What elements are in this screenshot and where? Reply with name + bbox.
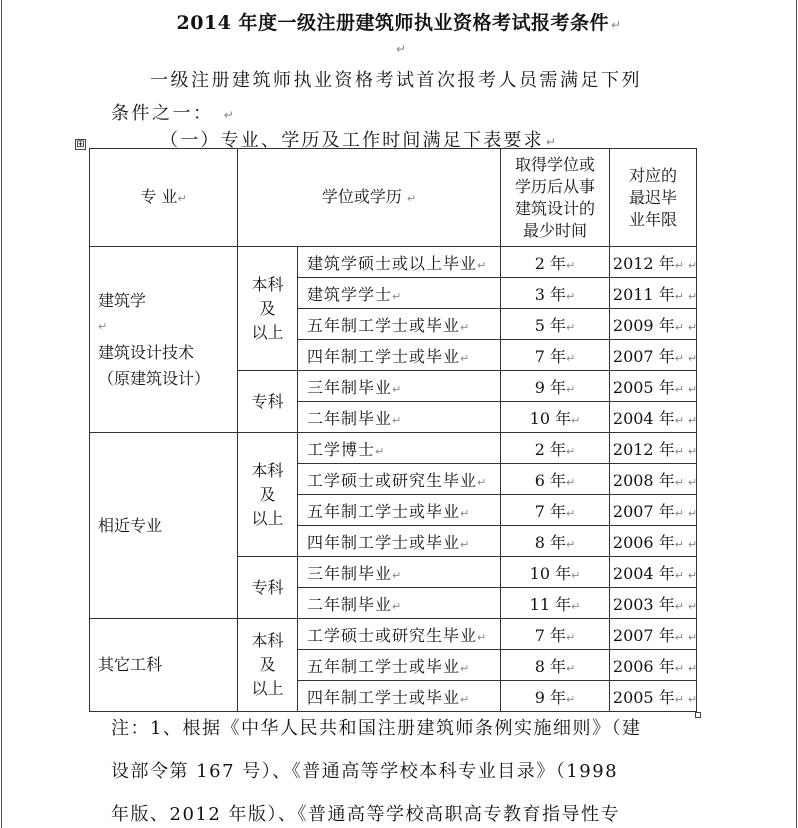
cell-end-mark: ↵ (477, 630, 488, 644)
cell-end-mark: ↵ (406, 191, 417, 205)
cell-end-mark: ↵ (674, 475, 684, 489)
latest-grad-year-text: 2006 年 (612, 656, 675, 676)
education-level-cell[interactable] (238, 247, 298, 371)
row-end-mark: ↵ (687, 382, 698, 396)
education-level-line: 本科 (251, 631, 284, 650)
row-end-mark: ↵ (687, 258, 698, 272)
min-years-cell[interactable] (501, 309, 610, 340)
latest-grad-year-cell[interactable] (610, 619, 697, 650)
latest-grad-year-cell[interactable] (610, 650, 697, 681)
cell-end-mark: ↵ (477, 475, 488, 489)
degree-text: 工学硕士或研究生毕业 (307, 470, 478, 490)
major-cell[interactable] (90, 619, 238, 712)
major-cell[interactable] (90, 247, 238, 433)
cell-end-mark: ↵ (674, 506, 684, 520)
min-years-cell[interactable] (501, 681, 610, 712)
education-level-cell[interactable] (238, 433, 298, 557)
min-years-text: 2 年 (534, 439, 567, 459)
min-years-text: 2 年 (534, 253, 567, 273)
degree-cell[interactable] (298, 557, 501, 588)
intro-paragraph-line-1[interactable]: 一级注册建筑师执业资格考试首次报考人员需满足下列 (150, 70, 642, 91)
row-end-mark: ↵ (687, 506, 698, 520)
degree-text: 四年制工学士或毕业 (307, 532, 461, 552)
row-end-mark: ↵ (687, 630, 698, 644)
cell-end-mark: ↵ (674, 661, 684, 675)
degree-cell[interactable] (298, 247, 501, 278)
latest-grad-year-cell[interactable] (610, 371, 697, 402)
paragraph-mark: ↵ (610, 18, 622, 32)
education-level-line: 以上 (251, 322, 284, 342)
row-end-mark: ↵ (687, 692, 698, 706)
cell-end-mark: ↵ (392, 599, 403, 613)
cell-end-mark: ↵ (674, 599, 684, 613)
cell-end-mark: ↵ (460, 506, 471, 520)
min-years-text: 9 年 (534, 377, 567, 397)
latest-grad-year-text: 2007 年 (612, 346, 675, 366)
cell-end-mark: ↵ (477, 258, 488, 272)
cell-end-mark: ↵ (566, 444, 576, 458)
table-move-handle-icon[interactable]: ⊞ (76, 139, 85, 150)
latest-grad-year-text: 2003 年 (612, 594, 675, 614)
degree-cell[interactable] (298, 588, 501, 619)
row-end-mark: ↵ (687, 444, 698, 458)
latest-grad-year-text: 2012 年 (612, 253, 675, 273)
major-line: 建筑学 (98, 290, 147, 310)
min-years-cell[interactable] (501, 526, 610, 557)
cell-end-mark: ↵ (566, 692, 576, 706)
major-cell[interactable] (90, 433, 238, 619)
latest-grad-year-cell[interactable] (610, 588, 697, 619)
min-years-cell[interactable] (501, 464, 610, 495)
education-level-cell[interactable] (238, 371, 298, 433)
min-years-cell[interactable] (501, 495, 610, 526)
latest-grad-year-cell[interactable] (610, 309, 697, 340)
cell-end-mark: ↵ (674, 630, 684, 644)
cell-end-mark: ↵ (674, 692, 684, 706)
cell-end-mark: ↵ (460, 320, 471, 334)
min-years-cell[interactable] (501, 247, 610, 278)
cell-end-mark: ↵ (392, 568, 403, 582)
cell-end-mark: ↵ (674, 320, 684, 334)
latest-grad-year-cell[interactable] (610, 557, 697, 588)
major-line: 其它工科 (98, 655, 163, 674)
cell-end-mark: ↵ (674, 382, 684, 396)
degree-cell[interactable] (298, 619, 501, 650)
min-years-text: 5 年 (534, 315, 567, 335)
education-level-line: 及 (259, 298, 276, 318)
document-title[interactable] (0, 8, 798, 35)
header-degree-text: 学位或学历 (321, 186, 402, 206)
latest-grad-year-text: 2011 年 (612, 284, 675, 304)
cell-end-mark: ↵ (460, 661, 471, 675)
degree-cell[interactable] (298, 402, 501, 433)
row-end-mark: ↵ (687, 351, 698, 365)
table-header-row (90, 149, 697, 247)
min-years-cell[interactable] (501, 588, 610, 619)
degree-text: 五年制工学士或毕业 (307, 315, 461, 335)
min-years-cell[interactable] (501, 278, 610, 309)
major-line: ↵ (98, 319, 108, 333)
latest-grad-year-cell[interactable] (610, 278, 697, 309)
cell-end-mark: ↵ (566, 258, 576, 272)
degree-text: 五年制工学士或毕业 (307, 501, 461, 521)
degree-text: 工学硕士或研究生毕业 (307, 625, 478, 645)
cell-end-mark: ↵ (566, 382, 576, 396)
row-end-mark: ↵ (687, 599, 698, 613)
cell-end-mark: ↵ (460, 692, 471, 706)
table-row (90, 433, 697, 464)
cell-end-mark: ↵ (460, 351, 471, 365)
table-row (90, 619, 697, 650)
min-years-cell[interactable] (501, 371, 610, 402)
header-latest-grad-line: 最迟毕 (629, 187, 678, 207)
latest-grad-year-text: 2004 年 (612, 563, 675, 583)
education-level-line: 专科 (251, 391, 284, 411)
min-years-text: 8 年 (534, 656, 567, 676)
education-level-line: 本科 (251, 274, 284, 294)
paragraph-mark: ↵ (396, 42, 407, 56)
cell-end-mark: ↵ (566, 475, 576, 489)
latest-grad-year-cell[interactable] (610, 681, 697, 712)
row-end-mark: ↵ (687, 475, 698, 489)
header-degree[interactable] (238, 149, 501, 247)
latest-grad-year-cell[interactable] (610, 464, 697, 495)
cell-end-mark: ↵ (674, 289, 684, 303)
degree-cell[interactable] (298, 309, 501, 340)
header-min-years-line: 取得学位或 (515, 154, 596, 174)
cell-end-mark: ↵ (674, 258, 684, 272)
paragraph-mark: ↵ (545, 135, 559, 149)
min-years-cell[interactable] (501, 619, 610, 650)
header-major-text: 专 业 (140, 186, 178, 206)
requirements-table[interactable] (89, 148, 697, 712)
header-min-years[interactable] (501, 149, 610, 247)
min-years-text: 7 年 (534, 625, 567, 645)
degree-cell[interactable] (298, 464, 501, 495)
intro-line-2-text[interactable]: 条件之一： (111, 103, 214, 124)
row-end-mark: ↵ (687, 413, 698, 427)
latest-grad-year-cell[interactable] (610, 247, 697, 278)
min-years-cell[interactable] (501, 433, 610, 464)
paragraph-mark: ↵ (223, 108, 237, 122)
education-level-line: 及 (259, 484, 276, 504)
latest-grad-year-text: 2008 年 (612, 470, 675, 490)
min-years-text: 8 年 (534, 532, 567, 552)
degree-text: 二年制毕业 (307, 594, 393, 614)
latest-grad-year-cell[interactable] (610, 433, 697, 464)
note-line-3[interactable]: 年版、2012 年版）、《普通高等学校高职高专教育指导性专 (111, 804, 621, 825)
cell-end-mark: ↵ (566, 506, 576, 520)
min-years-text: 9 年 (534, 687, 567, 707)
page-right-border (796, 0, 797, 828)
cell-end-mark: ↵ (566, 351, 576, 365)
major-line: 建筑设计技术 (98, 342, 195, 362)
intro-paragraph-line-2[interactable] (111, 99, 236, 125)
page-left-border (1, 0, 2, 828)
cell-end-mark: ↵ (177, 191, 187, 205)
cell-end-mark: ↵ (566, 537, 576, 551)
latest-grad-year-text: 2004 年 (612, 408, 675, 428)
cell-end-mark: ↵ (674, 413, 684, 427)
min-years-text: 3 年 (534, 284, 567, 304)
degree-cell[interactable] (298, 681, 501, 712)
cell-end-mark: ↵ (375, 444, 386, 458)
degree-cell[interactable] (298, 278, 501, 309)
latest-grad-year-cell[interactable] (610, 340, 697, 371)
degree-text: 建筑学硕士或以上毕业 (307, 253, 478, 273)
min-years-cell[interactable] (501, 402, 610, 433)
degree-cell[interactable] (298, 340, 501, 371)
min-years-text: 10 年 (529, 563, 572, 583)
cell-end-mark: ↵ (571, 599, 581, 613)
cell-end-mark: ↵ (674, 444, 684, 458)
education-level-line: 及 (259, 655, 276, 674)
latest-grad-year-text: 2005 年 (612, 687, 675, 707)
education-level-line: 专科 (251, 577, 284, 597)
degree-cell[interactable] (298, 495, 501, 526)
degree-text: 三年制毕业 (307, 377, 393, 397)
header-latest-grad-line: 对应的 (629, 165, 678, 185)
cell-end-mark: ↵ (392, 413, 403, 427)
row-end-mark: ↵ (687, 320, 698, 334)
row-end-mark: ↵ (687, 568, 698, 582)
row-end-mark: ↵ (687, 289, 698, 303)
latest-grad-year-text: 2007 年 (612, 625, 675, 645)
header-min-years-line: 最少时间 (523, 220, 588, 240)
cell-end-mark: ↵ (392, 382, 403, 396)
degree-cell[interactable] (298, 650, 501, 681)
degree-cell[interactable] (298, 371, 501, 402)
education-level-line: 以上 (251, 508, 284, 528)
latest-grad-year-text: 2005 年 (612, 377, 675, 397)
latest-grad-year-cell[interactable] (610, 526, 697, 557)
min-years-cell[interactable] (501, 650, 610, 681)
cell-end-mark: ↵ (566, 320, 576, 334)
document-title-text[interactable]: 2014 年度一级注册建筑师执业资格考试报考条件 (176, 12, 609, 34)
degree-text: 五年制工学士或毕业 (307, 656, 461, 676)
degree-text: 三年制毕业 (307, 563, 393, 583)
degree-text: 四年制工学士或毕业 (307, 346, 461, 366)
header-major[interactable] (90, 149, 238, 247)
latest-grad-year-text: 2007 年 (612, 501, 675, 521)
min-years-text: 10 年 (529, 408, 572, 428)
latest-grad-year-text: 2009 年 (612, 315, 675, 335)
latest-grad-year-cell[interactable] (610, 402, 697, 433)
table-row (90, 247, 697, 278)
cell-end-mark: ↵ (674, 537, 684, 551)
row-end-mark: ↵ (687, 661, 698, 675)
min-years-cell[interactable] (501, 340, 610, 371)
cell-end-mark: ↵ (571, 413, 581, 427)
header-latest-grad-line: 业年限 (629, 209, 678, 229)
degree-text: 工学博士 (307, 439, 376, 459)
degree-text: 四年制工学士或毕业 (307, 687, 461, 707)
min-years-text: 6 年 (534, 470, 567, 490)
cell-end-mark: ↵ (566, 289, 576, 303)
header-latest-grad-year[interactable] (610, 149, 697, 247)
degree-text: 建筑学学士 (307, 284, 393, 304)
education-level-line: 以上 (251, 679, 284, 698)
latest-grad-year-text: 2012 年 (612, 439, 675, 459)
note-line-1[interactable]: 注：1、根据《中华人民共和国注册建筑师条例实施细则》（建 (111, 718, 642, 739)
degree-text: 二年制毕业 (307, 408, 393, 428)
min-years-cell[interactable] (501, 557, 610, 588)
major-line: 相近专业 (98, 515, 163, 535)
min-years-text: 11 年 (529, 594, 572, 614)
subheading-text[interactable]: （一）专业、学历及工作时间满足下表要求 (160, 130, 544, 151)
cell-end-mark: ↵ (392, 289, 403, 303)
cell-end-mark: ↵ (566, 630, 576, 644)
degree-cell[interactable] (298, 526, 501, 557)
min-years-text: 7 年 (534, 501, 567, 521)
cell-end-mark: ↵ (674, 568, 684, 582)
degree-cell[interactable] (298, 433, 501, 464)
cell-end-mark: ↵ (460, 537, 471, 551)
header-min-years-line: 学历后从事 (515, 176, 596, 196)
education-level-cell[interactable] (238, 619, 298, 712)
note-line-2[interactable]: 设部令第 167 号）、《普通高等学校本科专业目录》（1998 (111, 761, 619, 782)
major-line: （原建筑设计） (98, 368, 211, 388)
min-years-text: 7 年 (534, 346, 567, 366)
row-end-mark: ↵ (687, 537, 698, 551)
education-level-cell[interactable] (238, 557, 298, 619)
latest-grad-year-text: 2006 年 (612, 532, 675, 552)
education-level-line: 本科 (251, 460, 284, 480)
latest-grad-year-cell[interactable] (610, 495, 697, 526)
header-min-years-line: 建筑设计的 (515, 198, 596, 218)
cell-end-mark: ↵ (674, 351, 684, 365)
cell-end-mark: ↵ (571, 568, 581, 582)
cell-end-mark: ↵ (566, 661, 576, 675)
